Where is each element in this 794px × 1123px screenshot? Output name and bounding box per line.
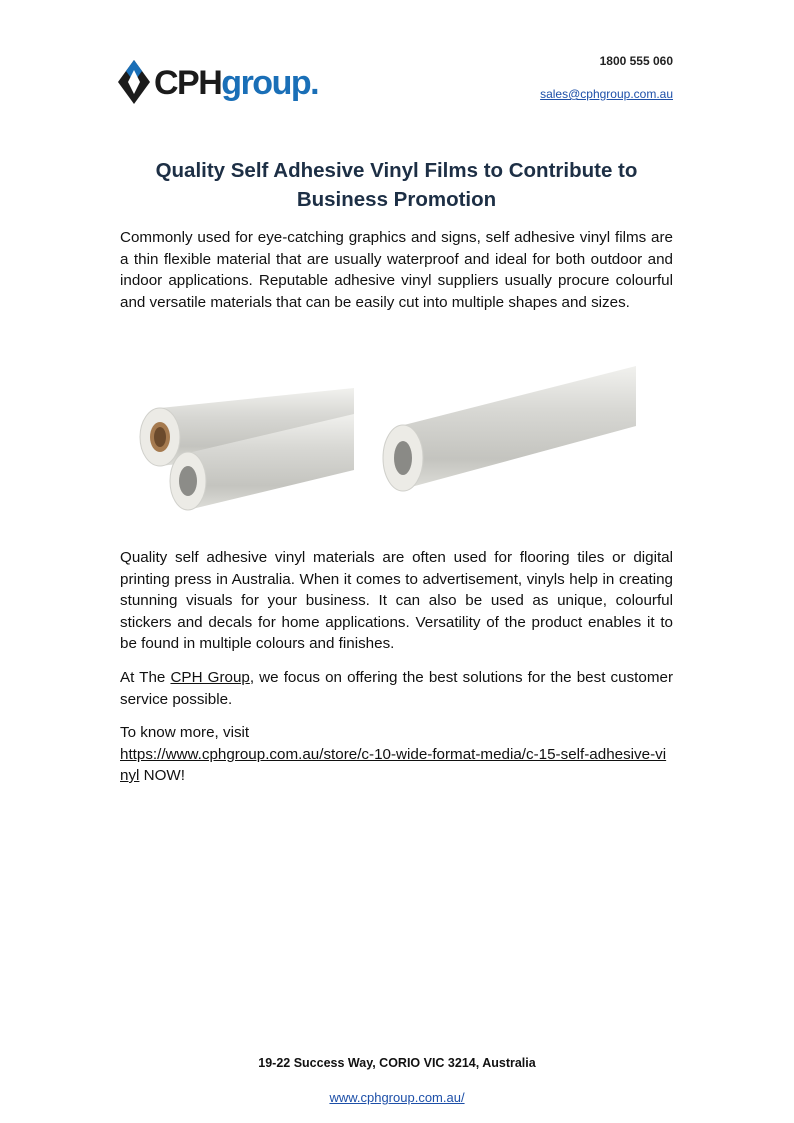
cph-group-link[interactable]: CPH Group xyxy=(170,669,250,686)
footer-address: 19-22 Success Way, CORIO VIC 3214, Australia xyxy=(258,1056,536,1070)
visit-after: NOW! xyxy=(139,767,185,784)
logo-wordmark xyxy=(154,60,318,106)
header-email-link[interactable]: sales@cphgroup.com.au xyxy=(540,87,673,101)
company-logo xyxy=(118,58,318,108)
logo-diamond-icon xyxy=(118,58,154,108)
footer-website-link[interactable]: www.cphgroup.com.au/ xyxy=(329,1090,465,1105)
header-phone: 1800 555 060 xyxy=(599,54,673,68)
page-title: Quality Self Adhesive Vinyl Films to Contribute to Business Promotion xyxy=(155,159,638,211)
paragraph-intro: Commonly used for eye-catching graphics and signs, self adhesive vinyl films are a thin flexible material that are usually waterproof and ideal for both outdoor and indoor applications. Reputable adhesive vinyl suppliers usually procure colourful and versatile materials that can be easily cut into multiple shapes and sizes. xyxy=(120,229,673,311)
store-link[interactable]: https://www.cphgroup.com.au/store/c-10-wide-format-media/c-15-self-adhesive-vinyl xyxy=(120,745,667,784)
visit-intro: To know more, visit xyxy=(120,724,250,741)
vinyl-rolls-image xyxy=(138,360,638,520)
paragraph-cph-group-before: At The xyxy=(120,669,171,686)
left-vinyl-rolls xyxy=(140,388,354,510)
right-vinyl-roll xyxy=(383,366,636,491)
paragraph-cph-group-after: , we focus on offering the best solutions for the best customer service possible. xyxy=(120,669,674,708)
paragraph-cph-group xyxy=(120,667,673,710)
logo-wordmark-part2: group. xyxy=(221,64,319,102)
logo-wordmark-part1: CPH xyxy=(154,64,222,102)
footer-website xyxy=(0,1090,794,1105)
paragraph-visit xyxy=(120,722,673,787)
paragraph-uses: Quality self adhesive vinyl materials are often used for flooring tiles or digital printing press in Australia. When it comes to advertisement, vinyls help in creating stunning visuals for your business. It can also be used as unique, colourful stickers and decals for home applications. Versatility of the product enables it to be found in multiple colours and finishes. xyxy=(120,549,673,652)
